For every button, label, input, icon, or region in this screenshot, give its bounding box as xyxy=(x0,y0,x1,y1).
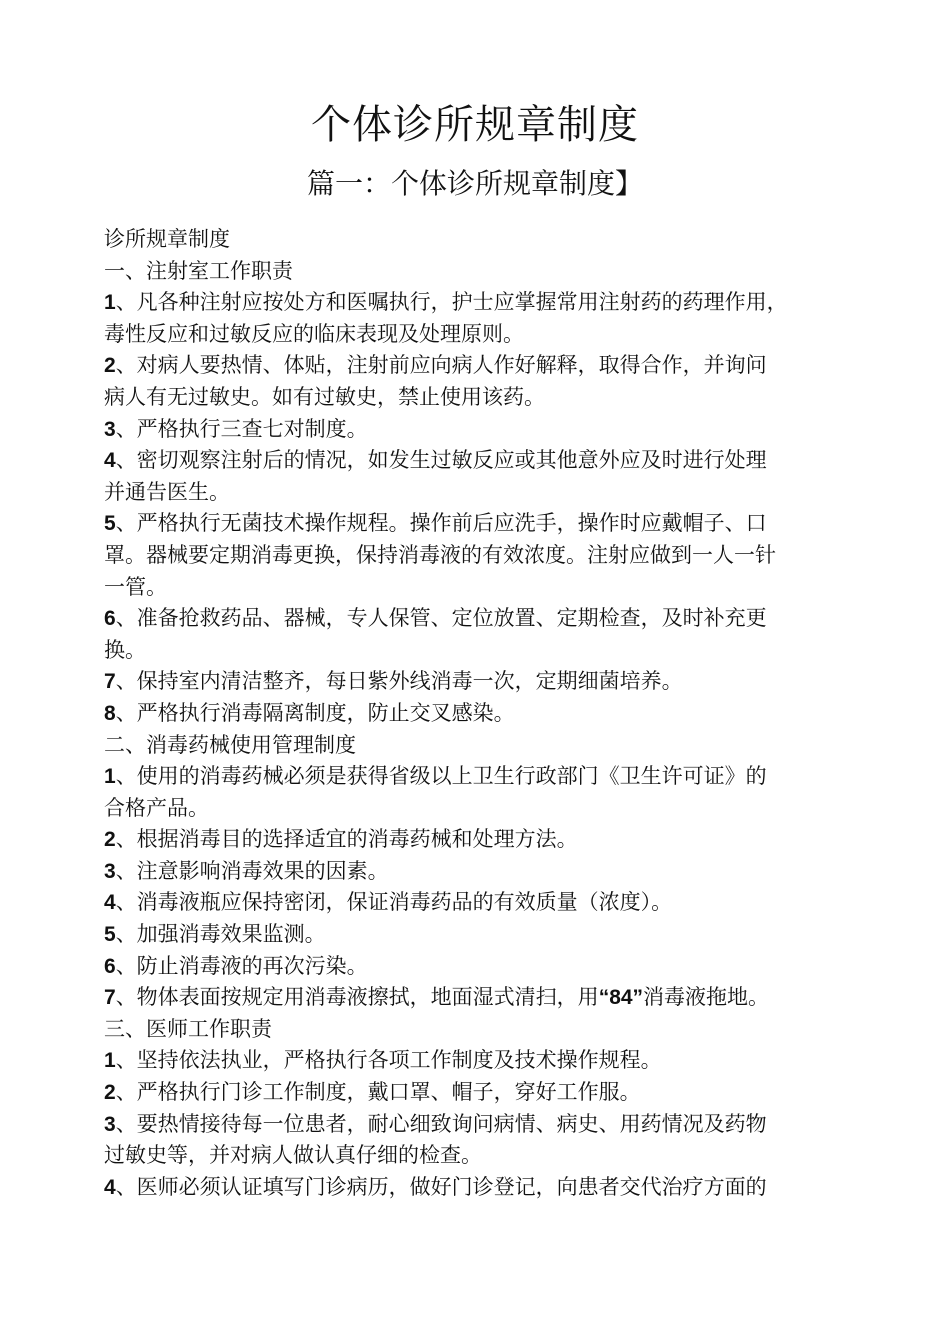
line-text: 、根据消毒目的选择适宜的消毒药械和处理方法。 xyxy=(115,827,578,852)
item-number: 2 xyxy=(104,354,116,378)
line-text: 、消毒液瓶应保持密闭，保证消毒药品的有效质量（浓度）。 xyxy=(115,890,673,915)
item-number: 7 xyxy=(104,670,116,694)
line-tail: 消毒液拖地。 xyxy=(643,985,770,1010)
item-number: 4 xyxy=(104,449,116,473)
line-text: 、保持室内清洁整齐，每日紫外线消毒一次，定期细菌培养。 xyxy=(115,669,683,694)
line-text: 、要热情接待每一位患者，耐心细致询问病情、病史、用药情况及药物 xyxy=(115,1111,767,1136)
body-line xyxy=(104,951,856,983)
line-text: 、防止消毒液的再次污染。 xyxy=(115,953,368,978)
item-number: 1 xyxy=(104,765,116,789)
body-line xyxy=(104,856,856,888)
line-text: 一管。 xyxy=(104,574,167,599)
body-line xyxy=(104,508,856,540)
line-text: 毒性反应和过敏反应的临床表现及处理原则。 xyxy=(104,321,524,346)
body-line xyxy=(104,919,856,951)
line-text: 、医师必须认证填写门诊病历，做好门诊登记，向患者交代治疗方面的 xyxy=(115,1174,767,1199)
item-number: 2 xyxy=(104,1081,116,1105)
line-text: 、密切观察注射后的情况，如发生过敏反应或其他意外应及时进行处理 xyxy=(115,448,767,473)
line-text: 、使用的消毒药械必须是获得省级以上卫生行政部门《卫生许可证》的 xyxy=(115,764,767,789)
body-line xyxy=(104,761,856,793)
body-line xyxy=(104,1077,856,1109)
line-text: 、注意影响消毒效果的因素。 xyxy=(115,858,389,883)
document-title: 个体诊所规章制度 xyxy=(311,102,639,148)
body-line xyxy=(104,1014,856,1046)
line-text: 、准备抢救药品、器械，专人保管、定位放置、定期检查，及时补充更 xyxy=(115,606,767,631)
line-text: 、严格执行门诊工作制度，戴口罩、帽子，穿好工作服。 xyxy=(115,1080,641,1105)
body-line xyxy=(104,287,856,319)
item-number: 4 xyxy=(104,1175,116,1199)
item-number: 5 xyxy=(104,923,116,947)
item-number: 3 xyxy=(104,859,116,883)
body-line xyxy=(104,414,856,446)
body-line xyxy=(104,793,856,825)
body-line xyxy=(104,572,856,604)
body-line xyxy=(104,1109,856,1141)
body-line xyxy=(104,350,856,382)
line-text: 、坚持依法执业，严格执行各项工作制度及技术操作规程。 xyxy=(115,1048,662,1073)
line-text: 一、注射室工作职责 xyxy=(104,258,293,283)
body-line xyxy=(104,982,856,1014)
line-text: 、物体表面按规定用消毒液擦拭，地面湿式清扫，用 xyxy=(115,985,599,1010)
item-number: 3 xyxy=(104,1112,116,1136)
line-text: 换。 xyxy=(104,637,146,662)
body-line xyxy=(104,603,856,635)
body-line xyxy=(104,887,856,919)
document-subtitle: 篇一：个体诊所规章制度】 xyxy=(306,167,643,200)
document-body xyxy=(104,224,856,1203)
body-line xyxy=(104,666,856,698)
item-number: 3 xyxy=(104,417,116,441)
body-line xyxy=(104,382,856,414)
line-text: 三、医师工作职责 xyxy=(104,1016,272,1041)
body-line xyxy=(104,445,856,477)
line-text: 合格产品。 xyxy=(104,795,209,820)
item-number: 5 xyxy=(104,512,116,536)
line-text: 、严格执行三查七对制度。 xyxy=(115,416,368,441)
body-line xyxy=(104,256,856,288)
item-number: 1 xyxy=(104,291,116,315)
body-line xyxy=(104,1045,856,1077)
body-line xyxy=(104,477,856,509)
body-line xyxy=(104,1172,856,1204)
line-text: 、严格执行消毒隔离制度，防止交叉感染。 xyxy=(115,700,515,725)
item-number: 8 xyxy=(104,701,116,725)
line-text: 二、消毒药械使用管理制度 xyxy=(104,732,356,757)
body-line xyxy=(104,1140,856,1172)
body-line xyxy=(104,824,856,856)
body-line xyxy=(104,635,856,667)
line-text: 、加强消毒效果监测。 xyxy=(115,922,326,947)
body-line xyxy=(104,698,856,730)
item-number: 2 xyxy=(104,828,116,852)
item-number: 4 xyxy=(104,891,116,915)
line-text: 罩。器械要定期消毒更换，保持消毒液的有效浓度。注射应做到一人一针 xyxy=(104,542,776,567)
line-text: 、严格执行无菌技术操作规程。操作前后应洗手，操作时应戴帽子、口 xyxy=(115,511,767,536)
line-text: 、凡各种注射应按处方和医嘱执行，护士应掌握常用注射药的药理作用， xyxy=(115,290,788,315)
item-number: 7 xyxy=(104,986,116,1010)
body-heading: 诊所规章制度 xyxy=(104,227,230,251)
line-text: 并通告医生。 xyxy=(104,479,230,504)
body-line xyxy=(104,319,856,351)
line-text: 、对病人要热情、体贴，注射前应向病人作好解释，取得合作，并询问 xyxy=(115,353,767,378)
item-number: 6 xyxy=(104,954,116,978)
body-line xyxy=(104,540,856,572)
body-lines xyxy=(104,256,856,1204)
line-text: 病人有无过敏史。如有过敏史，禁止使用该药。 xyxy=(104,384,545,409)
body-line xyxy=(104,730,856,762)
bold-term: “84” xyxy=(598,986,644,1010)
item-number: 6 xyxy=(104,607,116,631)
item-number: 1 xyxy=(104,1049,116,1073)
line-text: 过敏史等，并对病人做认真仔细的检查。 xyxy=(104,1143,482,1168)
